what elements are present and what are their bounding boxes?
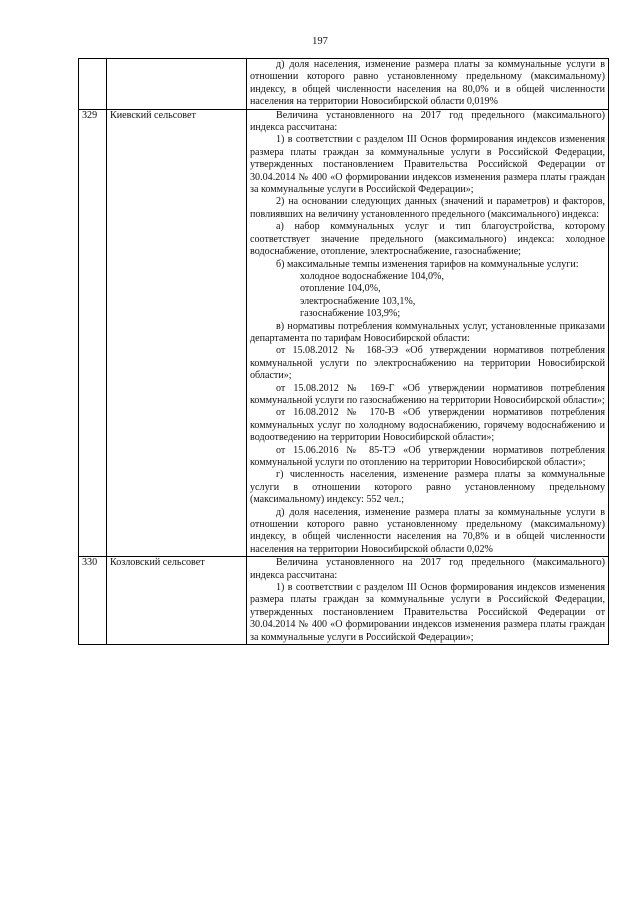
description-paragraph: г) численность населения, изменение размера платы за коммунальные услуги в отношении которого равно установленному предельному (максимальному) индексу: 552 чел.; [250, 469, 605, 506]
description-paragraph: Величина установленного на 2017 год предельного (максимального) индекса рассчитана: [250, 109, 605, 134]
description-paragraph: д) доля населения, изменение размера платы за коммунальные услуги в отношении которого равно установленному предельному (максимальному) индексу, в общей численности населения на 70,8% и в общей численности населения на территории Новосибирской области 0,02% [250, 506, 605, 555]
index-description-cell [247, 557, 609, 645]
page-number: 197 [312, 36, 328, 47]
table-row [79, 109, 609, 557]
row-number-cell: 330 [79, 557, 107, 645]
description-paragraph: от 15.06.2016 № 85-ТЭ «Об утверждении нормативов потребления коммунальной услуги по отоплению на территории Новосибирской области»; [250, 444, 605, 468]
index-description-cell [247, 109, 609, 557]
table-body [79, 59, 609, 645]
description-paragraph: б) максимальные темпы изменения тарифов на коммунальные услуги: [276, 258, 579, 270]
municipality-index-table [78, 58, 609, 645]
row-number-cell [79, 59, 107, 110]
description-paragraph: газоснабжение 103,9%; [300, 308, 401, 320]
description-paragraph: отопление 104,0%, [300, 283, 381, 295]
description-paragraph: в) нормативы потребления коммунальных услуг, установленные приказами департамента по тарифам Новосибирской области: [250, 320, 605, 344]
description-paragraph: д) доля населения, изменение размера платы за коммунальные услуги в отношении которого равно установленному предельному (максимальному) индексу, в общей численности населения на 80,0% и в общей численности населения на территории Новосибирской области 0,019% [250, 59, 605, 108]
municipality-name-cell: Киевский сельсовет [107, 109, 247, 557]
description-paragraph: от 15.08.2012 № 169-Г «Об утверждении нормативов потребления коммунальной услуги по газоснабжению на территории Новосибирской области»; [250, 382, 605, 406]
description-paragraph: от 15.08.2012 № 168-ЭЭ «Об утверждении нормативов потребления коммунальной услуги по электроснабжению на территории Новосибирской области»; [250, 345, 605, 382]
description-paragraph: электроснабжение 103,1%, [300, 295, 416, 307]
description-paragraph: 1) в соответствии с разделом III Основ формирования индексов изменения размера платы граждан за коммунальные услуги в Российской Федерации, утвержденных постановлением Правительства Российской Федерации от 30.04.2014 № 400 «О формировании индексов изменения размера платы граждан за коммунальные услуги в Российской Федерации»; [250, 582, 605, 643]
description-paragraph: 1) в соответствии с разделом III Основ формирования индексов изменения размера платы граждан за коммунальные услуги в Российской Федерации, утвержденных постановлением Правительства Российской Федерации от 30.04.2014 № 400 «О формировании индексов изменения размера платы граждан за коммунальные услуги в Российской Федерации»; [250, 134, 605, 196]
table-row [79, 557, 609, 645]
index-description-cell [247, 59, 609, 110]
description-paragraph: 2) на основании следующих данных (значений и параметров) и факторов, повлиявших на величину установленного предельного (максимального) индекса: [250, 196, 605, 220]
description-paragraph: от 16.08.2012 № 170-В «Об утверждении нормативов потребления коммунальных услуг по холодному водоснабжению, горячему водоснабжению и водоотведению на территории Новосибирской области»; [250, 407, 605, 444]
description-paragraph: а) набор коммунальных услуг и тип благоустройства, которому соответствует значение предельного (максимального) индекса: холодное водоснабжение, отопление, электроснабжение, газоснабжение; [250, 221, 605, 258]
description-paragraph: Величина установленного на 2017 год предельного (максимального) индекса рассчитана: [250, 557, 605, 581]
table-row [79, 59, 609, 110]
municipality-name-cell: Козловский сельсовет [107, 557, 247, 645]
municipality-name-cell [107, 59, 247, 110]
description-paragraph: холодное водоснабжение 104,0%, [300, 270, 444, 282]
row-number-cell: 329 [79, 109, 107, 557]
